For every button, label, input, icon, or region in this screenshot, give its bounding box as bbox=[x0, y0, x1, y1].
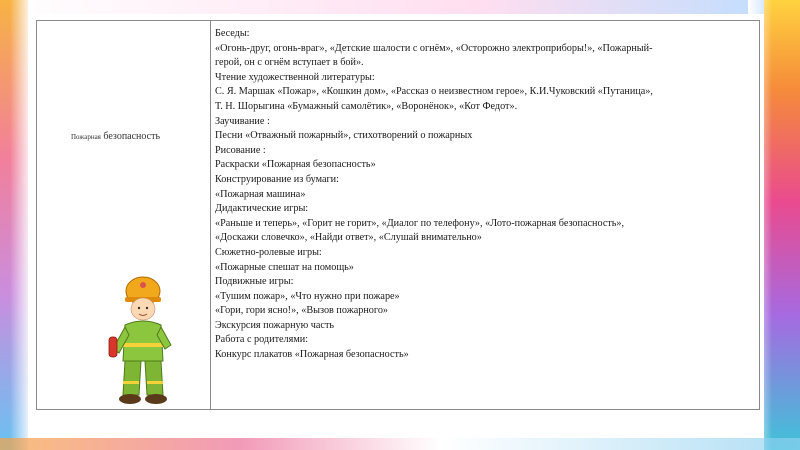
decorative-left-border bbox=[0, 0, 28, 450]
line-conversations-1: «Огонь-друг, огонь-враг», «Детские шалости с огнём», «Осторожно электроприборы!», «Пожарный- bbox=[215, 42, 653, 54]
line-conversations-2: герой, он с огнём вступает в бой». bbox=[215, 57, 364, 69]
content-table bbox=[36, 20, 760, 410]
activities-cell bbox=[211, 21, 759, 409]
decorative-bottom-border bbox=[0, 438, 800, 450]
line-construction-heading: Конструирование из бумаги: bbox=[215, 173, 339, 185]
line-drawing-heading: Рисование : bbox=[215, 144, 266, 156]
line-memorizing-1: Песни «Отважный пожарный», стихотворений о пожарных bbox=[215, 130, 473, 142]
line-excursion: Экскурсия пожарную часть bbox=[215, 319, 335, 331]
line-parents-heading: Работа с родителями: bbox=[215, 334, 309, 346]
line-drawing-1: Раскраски «Пожарная безопасность» bbox=[215, 159, 376, 171]
line-reading-heading: Чтение художественной литературы: bbox=[215, 71, 375, 83]
line-reading-2: Т. Н. Шорыгина «Бумажный самолётик», «Воронёнок», «Кот Федот». bbox=[215, 100, 518, 112]
topic-cell bbox=[37, 21, 211, 409]
topic-main: безопасность bbox=[103, 131, 161, 142]
topic-title bbox=[71, 131, 160, 142]
line-outdoor-heading: Подвижные игры: bbox=[215, 276, 294, 288]
line-memorizing-heading: Заучивание : bbox=[215, 115, 270, 127]
line-reading-1: С. Я. Маршак «Пожар», «Кошкин дом», «Рассказ о неизвестном герое», К.И.Чуковский «Путаница», bbox=[215, 86, 653, 98]
line-roleplay-heading: Сюжетно-ролевые игры: bbox=[215, 246, 322, 258]
firefighter-child-icon bbox=[103, 269, 183, 409]
decorative-right-border bbox=[764, 0, 800, 450]
topic-prefix: Пожарная bbox=[71, 133, 101, 141]
line-outdoor-1: «Тушим пожар», «Что нужно при пожаре» bbox=[215, 290, 400, 302]
line-roleplay-1: «Пожарные спешат на помощь» bbox=[215, 261, 354, 273]
line-didactic-2: «Доскажи словечко», «Найди ответ», «Слушай внимательно» bbox=[215, 232, 482, 244]
line-parents-1: Конкурс плакатов «Пожарная безопасность» bbox=[215, 349, 409, 361]
line-construction-1: «Пожарная машина» bbox=[215, 188, 306, 200]
line-didactic-1: «Раньше и теперь», «Горит не горит», «Диалог по телефону», «Лото-пожарная безопасность», bbox=[215, 217, 625, 229]
line-didactic-heading: Дидактические игры: bbox=[215, 203, 309, 215]
line-outdoor-2: «Гори, гори ясно!», «Вызов пожарного» bbox=[215, 305, 389, 317]
decorative-top-border bbox=[0, 0, 800, 14]
line-conversations-heading: Беседы: bbox=[215, 28, 250, 39]
